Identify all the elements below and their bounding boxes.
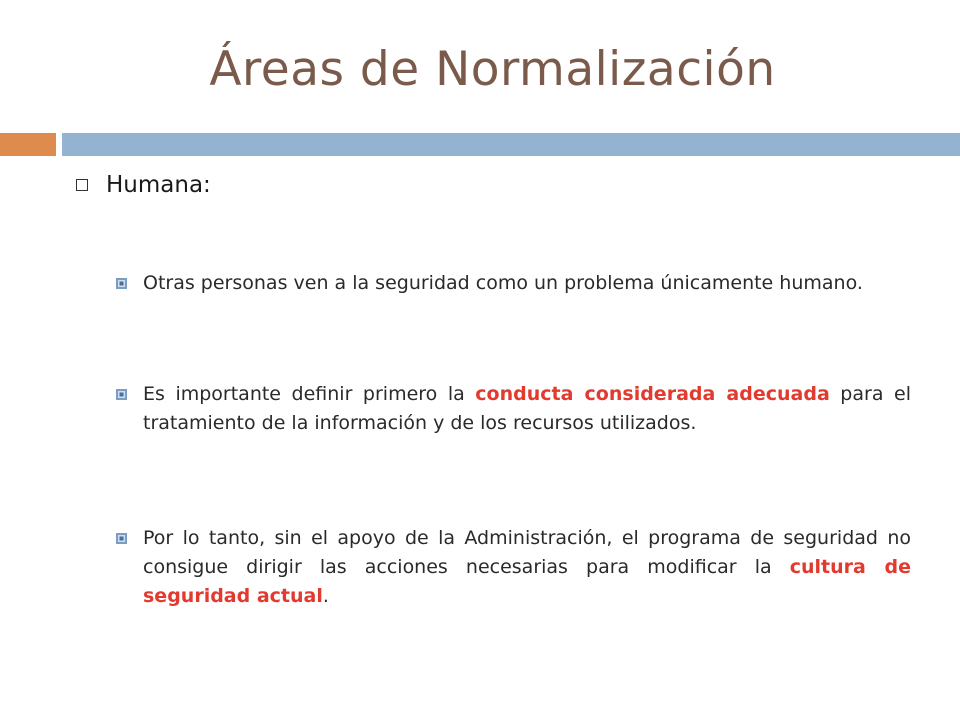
bullet-text-1 — [143, 269, 911, 298]
bullet-2-highlight: conducta considerada adecuada — [475, 383, 830, 405]
slide-title: Áreas de Normalización — [209, 42, 776, 97]
bullet-item-1 — [116, 269, 911, 298]
bullet-3-text-post: . — [322, 585, 329, 607]
bullet-2-text-pre: Es importante definir primero la — [143, 383, 476, 405]
square-bullet-icon — [116, 533, 127, 544]
bullet-item-3 — [116, 524, 911, 611]
hollow-square-bullet-icon — [76, 179, 88, 191]
heading-item — [76, 172, 211, 198]
square-bullet-icon — [116, 389, 127, 400]
bullet-item-2 — [116, 380, 911, 438]
heading-label: Humana: — [106, 172, 211, 198]
bullet-text-3 — [143, 524, 911, 611]
bullet-3-text-pre: Por lo tanto, sin el apoyo de la Administración, el programa de seguridad no consigue dirigir las acciones necesarias para modificar la — [143, 527, 911, 578]
square-bullet-icon — [116, 278, 127, 289]
bullet-1-text: Otras personas ven a la seguridad como un problema únicamente humano. — [143, 272, 863, 294]
bullet-text-2 — [143, 380, 911, 438]
accent-bar-blue — [62, 133, 960, 156]
bullet-2-text-post: para el tratamiento de la información y de los recursos utilizados. — [143, 383, 911, 434]
accent-bar-orange — [0, 133, 56, 156]
bullet-3-highlight: cultura de seguridad actual — [143, 556, 911, 607]
